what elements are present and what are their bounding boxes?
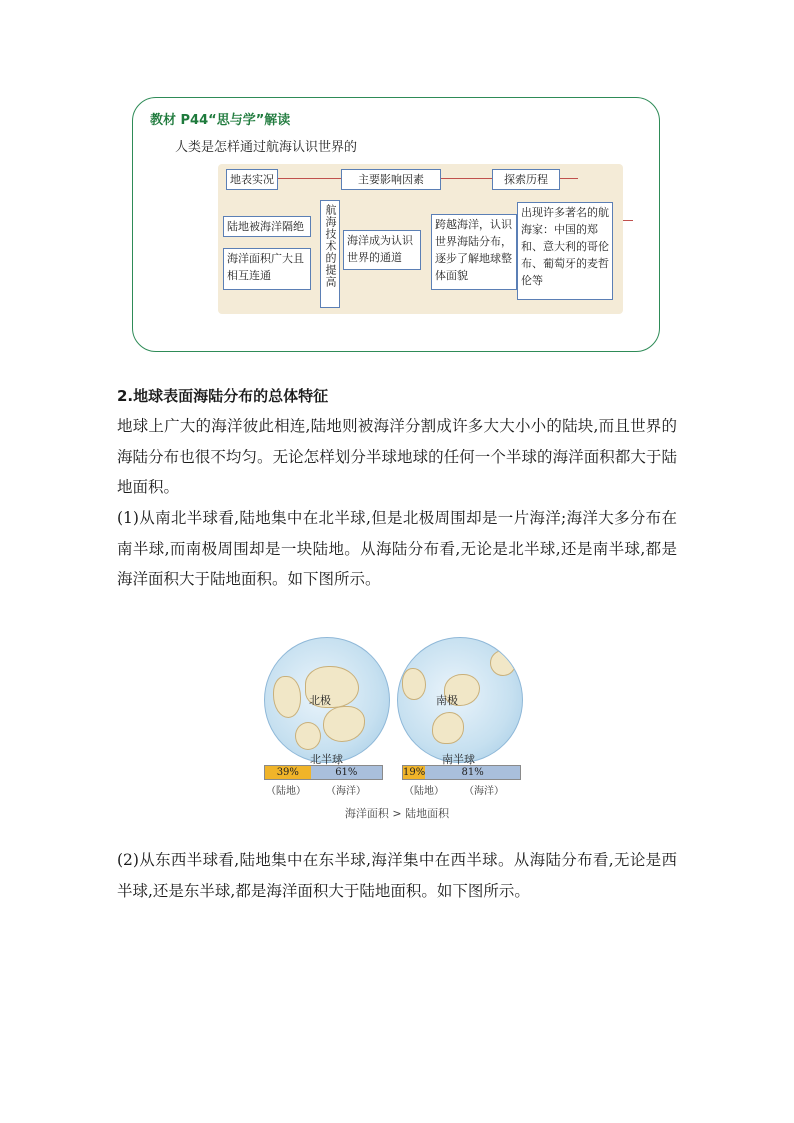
north-sea-bar: 61% (311, 766, 382, 779)
flow-header-exploration: 探索历程 (492, 169, 560, 190)
flow-header-factors: 主要影响因素 (341, 169, 441, 190)
land-mass (490, 650, 516, 676)
paragraph-overview: 地球上广大的海洋彼此相连,陆地则被海洋分割成许多大大小小的陆块,而且世界的海陆分布也很不均匀。无论怎样划分半球地球的任何一个半球的海洋面积都大于陆地面积。 (117, 417, 677, 496)
flow-explore-world: 跨越海洋，认识世界海陆分布，逐步了解地球整体面貌 (431, 214, 517, 290)
northern-hemisphere-globe (264, 637, 390, 763)
paragraph-north-south: (1)从南北半球看,陆地集中在北半球,但是北极周围却是一片海洋;海洋大多分布在南半球,而南极周围却是一块陆地。从海陆分布看,无论是北半球,还是南半球,都是海洋面积大于陆地面积。如下图所示。 (117, 509, 677, 588)
flow-fact-ocean-connected: 海洋面积广大且相互连通 (223, 248, 311, 290)
flow-connector (623, 220, 633, 221)
textbook-callout-box (132, 97, 660, 352)
south-sea-label: （海洋） (464, 786, 504, 797)
north-land-bar: 39% (265, 766, 311, 779)
paragraph-east-west: (2)从东西半球看,陆地集中在东半球,海洋集中在西半球。从海陆分布看,无论是西半球,还是东半球,都是海洋面积大于陆地面积。如下图所示。 (117, 851, 677, 900)
north-land-label: （陆地） (266, 786, 306, 797)
south-land-sea-bar (402, 765, 521, 780)
north-pole-label: 北极 (309, 694, 331, 707)
south-pole-label: 南极 (436, 694, 458, 707)
flow-fact-land-isolated: 陆地被海洋隔绝 (223, 216, 311, 237)
land-mass (402, 668, 426, 700)
section-heading: 2.地球表面海陆分布的总体特征 (117, 387, 329, 405)
land-mass (432, 712, 464, 744)
south-land-bar: 19% (403, 767, 426, 778)
southern-hemisphere-label: 南半球 (442, 753, 475, 766)
hemisphere-figure (264, 637, 530, 823)
southern-hemisphere-globe (397, 637, 523, 763)
south-sea-bar: 81% (425, 766, 520, 779)
flow-header-surface-facts: 地表实况 (226, 169, 278, 190)
flow-navigators: 出现许多著名的航海家：中国的郑和、意大利的哥伦布、葡萄牙的麦哲伦等 (517, 202, 613, 300)
callout-subtitle: 人类是怎样通过航海认识世界的 (175, 140, 358, 155)
north-land-sea-bar (264, 765, 383, 780)
flow-ocean-channel: 海洋成为认识世界的通道 (343, 230, 421, 270)
land-mass (273, 676, 301, 718)
land-mass (295, 722, 321, 750)
northern-hemisphere-label: 北半球 (310, 753, 343, 766)
flow-navigation-tech: 航海技术的提高 (320, 200, 340, 308)
flow-diagram (218, 164, 623, 314)
land-mass (323, 706, 365, 742)
north-sea-label: （海洋） (326, 786, 366, 797)
south-land-label: （陆地） (404, 786, 444, 797)
callout-title: 教材 P44“思与学”解读 (150, 113, 291, 128)
figure-caption: 海洋面积 > 陆地面积 (344, 807, 450, 820)
